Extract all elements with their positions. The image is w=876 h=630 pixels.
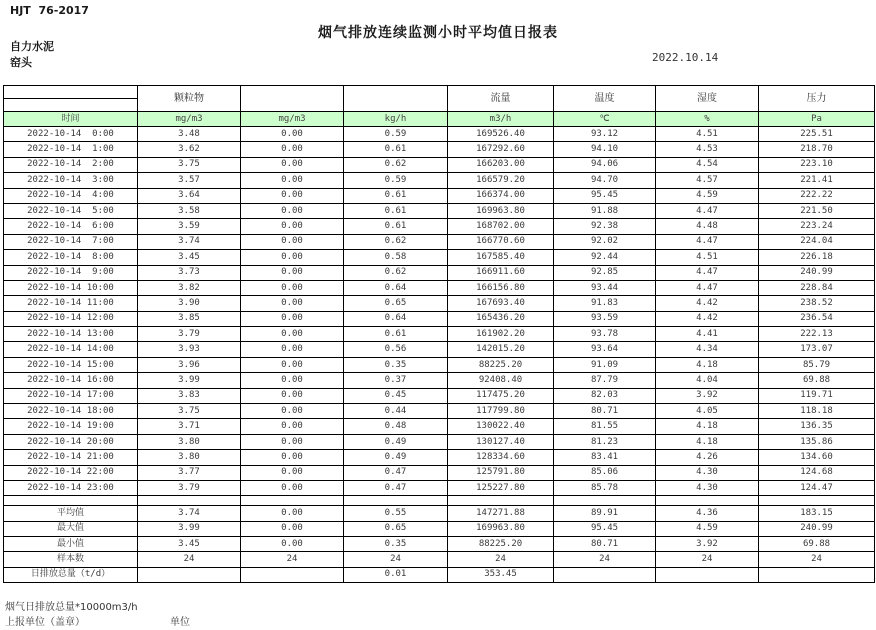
value-cell: 3.57 (138, 173, 241, 188)
value-cell: 0.00 (241, 357, 344, 372)
unit-cell-col5: ℃ (554, 112, 656, 127)
time-cell: 2022-10-14 13:00 (4, 327, 138, 342)
value-cell: 4.26 (656, 450, 759, 465)
value-cell: 0.00 (241, 265, 344, 280)
value-cell: 0.49 (344, 434, 448, 449)
table-row (4, 280, 875, 295)
time-cell: 2022-10-14 20:00 (4, 434, 138, 449)
summary-value: 183.15 (759, 506, 875, 521)
value-cell: 87.79 (554, 373, 656, 388)
group-header-col5: 温度 (554, 86, 656, 112)
table-row (4, 296, 875, 311)
value-cell: 4.30 (656, 465, 759, 480)
table-row (4, 157, 875, 172)
value-cell: 4.51 (656, 250, 759, 265)
table-row (4, 373, 875, 388)
value-cell: 3.45 (138, 250, 241, 265)
value-cell: 0.59 (344, 127, 448, 142)
time-cell: 2022-10-14 15:00 (4, 357, 138, 372)
summary-value: 24 (759, 552, 875, 567)
table-row (4, 419, 875, 434)
value-cell: 166156.80 (448, 280, 554, 295)
value-cell: 0.00 (241, 296, 344, 311)
time-cell: 2022-10-14 11:00 (4, 296, 138, 311)
value-cell: 0.61 (344, 203, 448, 218)
value-cell: 0.62 (344, 157, 448, 172)
value-cell: 0.65 (344, 296, 448, 311)
spacer-cell (656, 496, 759, 506)
value-cell: 0.00 (241, 342, 344, 357)
table-row (4, 357, 875, 372)
summary-row (4, 506, 875, 521)
time-cell: 2022-10-14 19:00 (4, 419, 138, 434)
unit-cell-col4: m3/h (448, 112, 554, 127)
value-cell: 0.61 (344, 142, 448, 157)
value-cell: 222.13 (759, 327, 875, 342)
value-cell: 4.42 (656, 296, 759, 311)
value-cell: 0.00 (241, 373, 344, 388)
table-row (4, 342, 875, 357)
value-cell: 124.68 (759, 465, 875, 480)
group-header-col7: 压力 (759, 86, 875, 112)
value-cell: 3.83 (138, 388, 241, 403)
value-cell: 218.70 (759, 142, 875, 157)
value-cell: 94.10 (554, 142, 656, 157)
time-cell: 2022-10-14 17:00 (4, 388, 138, 403)
value-cell: 81.23 (554, 434, 656, 449)
value-cell: 125227.80 (448, 480, 554, 495)
value-cell: 0.00 (241, 127, 344, 142)
time-cell: 2022-10-14 5:00 (4, 203, 138, 218)
value-cell: 166911.60 (448, 265, 554, 280)
value-cell: 0.00 (241, 388, 344, 403)
value-cell: 3.58 (138, 203, 241, 218)
table-row (4, 450, 875, 465)
value-cell: 0.00 (241, 219, 344, 234)
value-cell: 238.52 (759, 296, 875, 311)
value-cell: 3.85 (138, 311, 241, 326)
value-cell: 0.49 (344, 450, 448, 465)
value-cell: 85.79 (759, 357, 875, 372)
value-cell: 92.44 (554, 250, 656, 265)
value-cell: 0.00 (241, 157, 344, 172)
time-cell: 2022-10-14 21:00 (4, 450, 138, 465)
summary-value: 24 (554, 552, 656, 567)
time-header-cell: 时间 (4, 112, 138, 127)
table-row (4, 404, 875, 419)
spacer-cell (138, 496, 241, 506)
summary-value: 0.00 (241, 506, 344, 521)
value-cell: 0.47 (344, 465, 448, 480)
time-cell: 2022-10-14 2:00 (4, 157, 138, 172)
value-cell: 0.00 (241, 327, 344, 342)
value-cell: 4.54 (656, 157, 759, 172)
time-cell: 2022-10-14 7:00 (4, 234, 138, 249)
value-cell: 0.58 (344, 250, 448, 265)
value-cell: 69.88 (759, 373, 875, 388)
table-row (4, 465, 875, 480)
summary-value: 3.74 (138, 506, 241, 521)
value-cell: 225.51 (759, 127, 875, 142)
spacer-cell (241, 496, 344, 506)
summary-row (4, 552, 875, 567)
value-cell: 4.04 (656, 373, 759, 388)
value-cell: 226.18 (759, 250, 875, 265)
value-cell: 0.00 (241, 173, 344, 188)
group-header-col1: 颗粒物 (138, 86, 241, 112)
summary-value: 4.36 (656, 506, 759, 521)
summary-row (4, 521, 875, 536)
value-cell: 0.64 (344, 280, 448, 295)
summary-value: 0.01 (344, 567, 448, 582)
value-cell: 0.00 (241, 280, 344, 295)
table-row (4, 234, 875, 249)
value-cell: 0.00 (241, 250, 344, 265)
summary-value: 4.59 (656, 521, 759, 536)
table-row (4, 480, 875, 495)
value-cell: 236.54 (759, 311, 875, 326)
value-cell: 3.90 (138, 296, 241, 311)
value-cell: 134.60 (759, 450, 875, 465)
report-table (3, 85, 875, 583)
value-cell: 4.47 (656, 280, 759, 295)
value-cell: 166770.60 (448, 234, 554, 249)
time-cell: 2022-10-14 14:00 (4, 342, 138, 357)
value-cell: 4.18 (656, 419, 759, 434)
report-table-body (4, 86, 875, 583)
value-cell: 0.00 (241, 419, 344, 434)
summary-value: 0.65 (344, 521, 448, 536)
value-cell: 93.44 (554, 280, 656, 295)
value-cell: 92.38 (554, 219, 656, 234)
value-cell: 0.44 (344, 404, 448, 419)
value-cell: 4.30 (656, 480, 759, 495)
value-cell: 4.18 (656, 434, 759, 449)
value-cell: 3.77 (138, 465, 241, 480)
value-cell: 0.00 (241, 450, 344, 465)
value-cell: 93.64 (554, 342, 656, 357)
time-cell: 2022-10-14 23:00 (4, 480, 138, 495)
value-cell: 91.88 (554, 203, 656, 218)
summary-label: 最大值 (4, 521, 138, 536)
value-cell: 4.53 (656, 142, 759, 157)
time-cell: 2022-10-14 22:00 (4, 465, 138, 480)
table-row (4, 388, 875, 403)
value-cell: 3.75 (138, 157, 241, 172)
summary-value: 3.99 (138, 521, 241, 536)
value-cell: 224.04 (759, 234, 875, 249)
summary-value: 89.91 (554, 506, 656, 521)
value-cell: 130127.40 (448, 434, 554, 449)
time-cell: 2022-10-14 9:00 (4, 265, 138, 280)
value-cell: 130022.40 (448, 419, 554, 434)
time-cell: 2022-10-14 0:00 (4, 127, 138, 142)
standard-code: HJT 76-2017 (10, 4, 89, 17)
unit-cell-col7: Pa (759, 112, 875, 127)
value-cell: 0.62 (344, 234, 448, 249)
value-cell: 3.59 (138, 219, 241, 234)
value-cell: 93.12 (554, 127, 656, 142)
value-cell: 3.71 (138, 419, 241, 434)
time-cell: 2022-10-14 1:00 (4, 142, 138, 157)
value-cell: 0.64 (344, 311, 448, 326)
value-cell: 0.00 (241, 142, 344, 157)
table-row (4, 434, 875, 449)
value-cell: 119.71 (759, 388, 875, 403)
value-cell: 0.62 (344, 265, 448, 280)
value-cell: 0.00 (241, 188, 344, 203)
value-cell: 0.56 (344, 342, 448, 357)
time-cell: 2022-10-14 18:00 (4, 404, 138, 419)
value-cell: 4.41 (656, 327, 759, 342)
unit-header-row (4, 112, 875, 127)
value-cell: 0.48 (344, 419, 448, 434)
summary-value: 24 (448, 552, 554, 567)
value-cell: 4.48 (656, 219, 759, 234)
value-cell: 92.02 (554, 234, 656, 249)
value-cell: 117475.20 (448, 388, 554, 403)
value-cell: 169963.80 (448, 203, 554, 218)
value-cell: 0.00 (241, 465, 344, 480)
value-cell: 3.92 (656, 388, 759, 403)
value-cell: 3.80 (138, 434, 241, 449)
value-cell: 223.10 (759, 157, 875, 172)
value-cell: 92408.40 (448, 373, 554, 388)
spacer-cell (448, 496, 554, 506)
value-cell: 91.83 (554, 296, 656, 311)
summary-value: 80.71 (554, 536, 656, 551)
value-cell: 3.96 (138, 357, 241, 372)
value-cell: 94.06 (554, 157, 656, 172)
time-cell: 2022-10-14 10:00 (4, 280, 138, 295)
group-header-col6: 湿度 (656, 86, 759, 112)
value-cell: 83.41 (554, 450, 656, 465)
summary-value (656, 567, 759, 582)
spacer-cell (759, 496, 875, 506)
value-cell: 221.50 (759, 203, 875, 218)
value-cell: 0.61 (344, 219, 448, 234)
table-row (4, 327, 875, 342)
spacer-row (4, 496, 875, 506)
table-row (4, 265, 875, 280)
value-cell: 166579.20 (448, 173, 554, 188)
value-cell: 161902.20 (448, 327, 554, 342)
table-row (4, 127, 875, 142)
summary-value: 0.35 (344, 536, 448, 551)
value-cell: 4.51 (656, 127, 759, 142)
unit-cell-col2: mg/m3 (241, 112, 344, 127)
group-header-col3 (344, 86, 448, 112)
summary-label: 平均值 (4, 506, 138, 521)
value-cell: 94.70 (554, 173, 656, 188)
value-cell: 0.00 (241, 434, 344, 449)
summary-value: 95.45 (554, 521, 656, 536)
value-cell: 3.64 (138, 188, 241, 203)
unit-label: 单位 (170, 617, 190, 628)
value-cell: 95.45 (554, 188, 656, 203)
time-cell: 2022-10-14 12:00 (4, 311, 138, 326)
table-row (4, 142, 875, 157)
report-date: 2022.10.14 (652, 51, 719, 64)
summary-row (4, 567, 875, 582)
time-cell: 2022-10-14 3:00 (4, 173, 138, 188)
value-cell: 0.47 (344, 480, 448, 495)
value-cell: 0.35 (344, 357, 448, 372)
summary-value: 240.99 (759, 521, 875, 536)
value-cell: 0.61 (344, 327, 448, 342)
group-header-col4: 流量 (448, 86, 554, 112)
time-cell: 2022-10-14 16:00 (4, 373, 138, 388)
value-cell: 167693.40 (448, 296, 554, 311)
value-cell: 4.42 (656, 311, 759, 326)
summary-label: 最小值 (4, 536, 138, 551)
value-cell: 88225.20 (448, 357, 554, 372)
summary-value: 0.00 (241, 536, 344, 551)
time-cell: 2022-10-14 4:00 (4, 188, 138, 203)
value-cell: 4.34 (656, 342, 759, 357)
table-row (4, 250, 875, 265)
value-cell: 0.00 (241, 203, 344, 218)
value-cell: 124.47 (759, 480, 875, 495)
value-cell: 118.18 (759, 404, 875, 419)
summary-value: 69.88 (759, 536, 875, 551)
value-cell: 128334.60 (448, 450, 554, 465)
summary-value (554, 567, 656, 582)
group-header-row (4, 86, 875, 99)
summary-value: 24 (344, 552, 448, 567)
value-cell: 3.99 (138, 373, 241, 388)
value-cell: 0.61 (344, 188, 448, 203)
value-cell: 85.78 (554, 480, 656, 495)
summary-value: 88225.20 (448, 536, 554, 551)
time-cell: 2022-10-14 6:00 (4, 219, 138, 234)
summary-value: 24 (656, 552, 759, 567)
summary-value: 0.55 (344, 506, 448, 521)
value-cell: 93.59 (554, 311, 656, 326)
value-cell: 223.24 (759, 219, 875, 234)
time-cell: 2022-10-14 8:00 (4, 250, 138, 265)
value-cell: 221.41 (759, 173, 875, 188)
unit-cell-col1: mg/m3 (138, 112, 241, 127)
table-row (4, 219, 875, 234)
value-cell: 135.86 (759, 434, 875, 449)
value-cell: 0.00 (241, 480, 344, 495)
summary-value: 24 (138, 552, 241, 567)
summary-value: 147271.88 (448, 506, 554, 521)
value-cell: 3.73 (138, 265, 241, 280)
value-cell: 0.37 (344, 373, 448, 388)
value-cell: 240.99 (759, 265, 875, 280)
corner-cell-bottom (4, 99, 138, 112)
group-header-col2 (241, 86, 344, 112)
value-cell: 3.93 (138, 342, 241, 357)
reporting-unit-label: 上报单位（盖章） (5, 617, 85, 628)
value-cell: 0.00 (241, 404, 344, 419)
value-cell: 3.48 (138, 127, 241, 142)
summary-value: 0.00 (241, 521, 344, 536)
value-cell: 117799.80 (448, 404, 554, 419)
table-row (4, 203, 875, 218)
value-cell: 0.00 (241, 311, 344, 326)
value-cell: 167585.40 (448, 250, 554, 265)
page-title: 烟气排放连续监测小时平均值日报表 (318, 25, 558, 41)
spacer-cell (4, 496, 138, 506)
value-cell: 92.85 (554, 265, 656, 280)
value-cell: 169526.40 (448, 127, 554, 142)
value-cell: 3.82 (138, 280, 241, 295)
summary-value (241, 567, 344, 582)
summary-value (138, 567, 241, 582)
value-cell: 81.55 (554, 419, 656, 434)
footnote-flow-total: 烟气日排放总量*10000m3/h (5, 602, 138, 613)
value-cell: 4.05 (656, 404, 759, 419)
company-name: 自力水泥 (10, 40, 54, 53)
value-cell: 0.59 (344, 173, 448, 188)
value-cell: 93.78 (554, 327, 656, 342)
summary-value: 353.45 (448, 567, 554, 582)
value-cell: 85.06 (554, 465, 656, 480)
summary-label: 日排放总量（t/d） (4, 567, 138, 582)
value-cell: 4.47 (656, 234, 759, 249)
value-cell: 3.75 (138, 404, 241, 419)
value-cell: 166203.00 (448, 157, 554, 172)
value-cell: 4.57 (656, 173, 759, 188)
value-cell: 91.09 (554, 357, 656, 372)
value-cell: 222.22 (759, 188, 875, 203)
value-cell: 80.71 (554, 404, 656, 419)
spacer-cell (344, 496, 448, 506)
value-cell: 125791.80 (448, 465, 554, 480)
value-cell: 136.35 (759, 419, 875, 434)
summary-row (4, 536, 875, 551)
value-cell: 0.45 (344, 388, 448, 403)
summary-value (759, 567, 875, 582)
summary-label: 样本数 (4, 552, 138, 567)
value-cell: 3.74 (138, 234, 241, 249)
value-cell: 228.84 (759, 280, 875, 295)
value-cell: 167292.60 (448, 142, 554, 157)
value-cell: 165436.20 (448, 311, 554, 326)
summary-value: 169963.80 (448, 521, 554, 536)
value-cell: 3.79 (138, 327, 241, 342)
table-row (4, 311, 875, 326)
value-cell: 3.79 (138, 480, 241, 495)
value-cell: 4.47 (656, 265, 759, 280)
value-cell: 4.59 (656, 188, 759, 203)
summary-value: 3.45 (138, 536, 241, 551)
value-cell: 168702.00 (448, 219, 554, 234)
table-row (4, 188, 875, 203)
value-cell: 166374.00 (448, 188, 554, 203)
value-cell: 82.03 (554, 388, 656, 403)
summary-value: 3.92 (656, 536, 759, 551)
unit-cell-col6: % (656, 112, 759, 127)
summary-value: 24 (241, 552, 344, 567)
value-cell: 3.62 (138, 142, 241, 157)
unit-cell-col3: kg/h (344, 112, 448, 127)
value-cell: 4.47 (656, 203, 759, 218)
value-cell: 3.80 (138, 450, 241, 465)
monitor-location: 窑头 (10, 56, 32, 69)
corner-cell-top (4, 86, 138, 99)
value-cell: 173.07 (759, 342, 875, 357)
value-cell: 0.00 (241, 234, 344, 249)
value-cell: 4.18 (656, 357, 759, 372)
spacer-cell (554, 496, 656, 506)
value-cell: 142015.20 (448, 342, 554, 357)
table-row (4, 173, 875, 188)
